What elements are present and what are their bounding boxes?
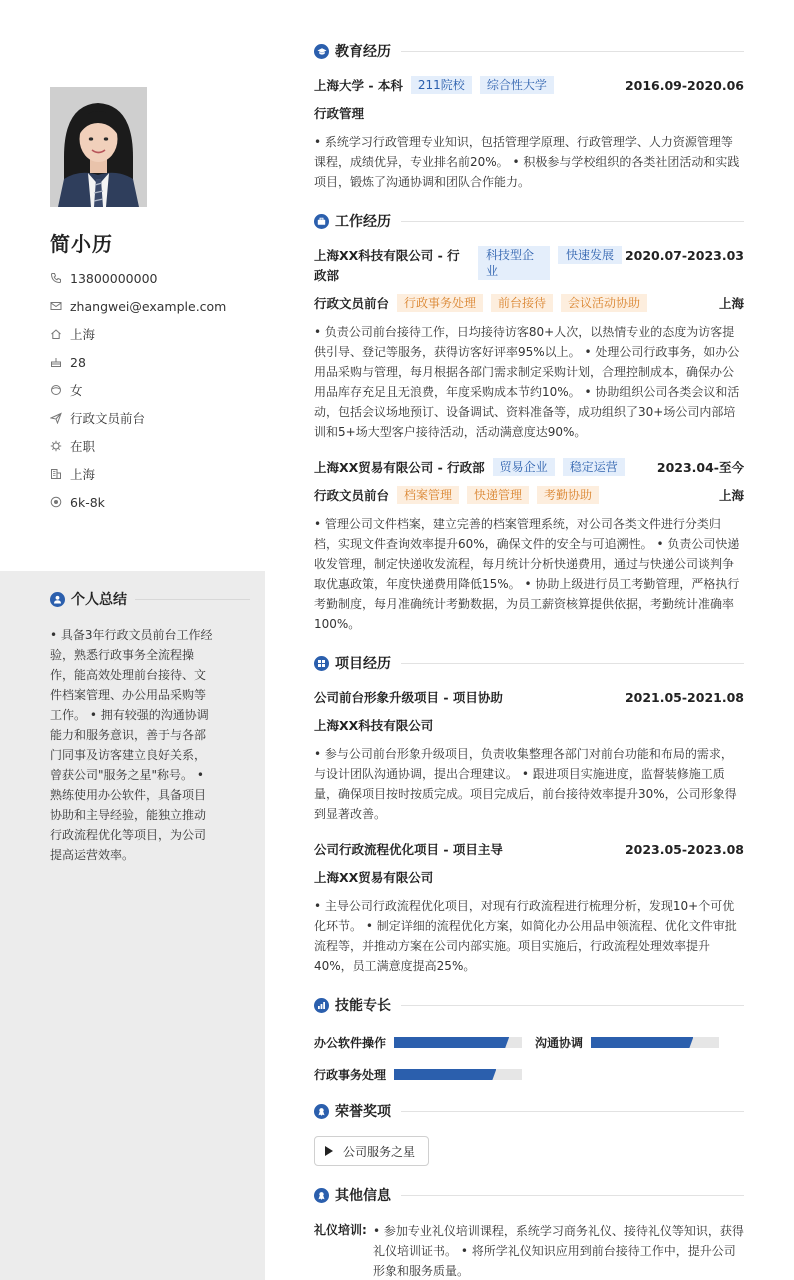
major: 行政管理	[314, 106, 365, 121]
work-item-2-description: • 管理公司文件档案，建立完善的档案管理系统，对公司各类文件进行分类归档，实现文件查询效率提升60%，确保文件的安全与可追溯性。 • 负责公司快递收发管理，制定快递收发流程，每月统计分析快递费用，通过与快递公司谈判争取优惠政策，年度快递费用降低15%。 • 协助上级进行员工考勤管理，严格执行考勤制度，每月准确统计考勤数据，为员工薪资核算提供依据，考勤统计准确率100%。	[314, 517, 740, 631]
other-heading	[314, 1185, 744, 1205]
status-icon	[50, 440, 62, 452]
award-icon	[314, 1104, 329, 1119]
info-position	[50, 404, 250, 432]
work-title: 工作经历	[335, 214, 391, 230]
work-tag: 贸易企业	[493, 458, 555, 476]
skill-name: 行政事务处理	[314, 1068, 387, 1082]
awards-heading	[314, 1101, 744, 1121]
project-date: 2021.05-2021.08	[624, 689, 744, 705]
phone-icon	[50, 272, 62, 284]
school-tag: 211院校	[411, 76, 472, 94]
skills-divider	[401, 1005, 744, 1006]
work-role: 行政文员前台	[314, 296, 390, 311]
skill-name: 沟通协调	[535, 1036, 584, 1050]
other-divider	[401, 1195, 744, 1196]
skill-bar	[394, 1037, 522, 1048]
email-value: zhangwei@example.com	[70, 298, 227, 314]
project-1-description: • 参与公司前台形象升级项目，负责收集整理各部门对前台功能和布局的需求，与设计团队沟通协调，提出合理建议。 • 跟进项目实施进度，监督装修施工质量，确保项目按时按质完成。项目完成后，前台接待效率提升30%，公司形象得到显著改善。	[314, 747, 737, 821]
skill-tag: 考勤协助	[537, 486, 599, 504]
project-date: 2023.05-2023.08	[624, 841, 744, 857]
skill-bar	[394, 1069, 522, 1080]
home-icon	[50, 328, 62, 340]
target-city-value: 上海	[70, 467, 96, 482]
other-title: 其他信息	[335, 1188, 391, 1204]
work-item-1-header	[314, 246, 744, 286]
skills-heading	[314, 995, 744, 1015]
skill-item	[314, 1034, 522, 1051]
education-title: 教育经历	[335, 44, 391, 60]
skill-name: 办公软件操作	[314, 1036, 387, 1050]
summary-heading	[50, 589, 250, 609]
skills-title: 技能专长	[335, 998, 391, 1014]
project-name: 公司前台形象升级项目 - 项目协助	[314, 690, 503, 705]
skill-item	[314, 1066, 522, 1083]
contact-info-list	[50, 264, 250, 516]
summary-divider	[135, 599, 250, 600]
skill-bar-fill	[394, 1069, 496, 1080]
phone-value: 13800000000	[70, 270, 158, 286]
projects-title: 项目经历	[335, 656, 391, 672]
work-divider	[401, 221, 744, 222]
work-company: 上海XX科技有限公司 - 行政部	[314, 248, 460, 283]
skill-tag: 档案管理	[397, 486, 459, 504]
work-tag: 科技型企业	[478, 246, 550, 280]
education-heading	[314, 41, 744, 61]
skill-bar-fill	[591, 1037, 693, 1048]
summary-title: 个人总结	[71, 592, 127, 608]
awards-divider	[401, 1111, 744, 1112]
status-value: 在职	[70, 439, 96, 454]
skill-bar	[591, 1037, 719, 1048]
skill-bar-fill	[394, 1037, 509, 1048]
projects-heading	[314, 653, 744, 673]
info-city	[50, 320, 250, 348]
project-company: 上海XX贸易有限公司	[314, 870, 434, 885]
avatar	[50, 87, 147, 207]
building-icon	[50, 468, 62, 480]
other-text: • 参加专业礼仪培训课程，系统学习商务礼仪、接待礼仪等知识，获得礼仪培训证书。 • 将所学礼仪知识应用到前台接待工作中，提升公司形象和服务质量。	[373, 1224, 744, 1278]
education-divider	[401, 51, 744, 52]
info-target-city	[50, 460, 250, 488]
project-company: 上海XX科技有限公司	[314, 718, 434, 733]
info-gender	[50, 376, 250, 404]
work-company: 上海XX贸易有限公司 - 行政部	[314, 460, 485, 475]
grid-icon	[314, 656, 329, 671]
school-tag: 综合性大学	[480, 76, 554, 94]
work-role: 行政文员前台	[314, 488, 390, 503]
skill-tag: 前台接待	[491, 294, 553, 312]
skill-tag: 行政事务处理	[397, 294, 483, 312]
play-icon	[325, 1146, 333, 1156]
project-2-company-row	[314, 868, 744, 886]
work-item-1-role-row	[314, 294, 744, 312]
work-date: 2023.04-至今	[656, 460, 744, 475]
summary-text: • 具备3年行政文员前台工作经验，熟悉行政事务全流程操作，能高效处理前台接待、文件档案管理、办公用品采购等工作。 • 拥有较强的沟通协调能力和服务意识，善于与各部门同事及访客建立良好关系，曾获公司"服务之星"称号。 • 熟练使用办公软件，具备项目协助和主导经验，能独立推动行政流程优化等项目，为公司提高运营效率。	[50, 628, 213, 862]
project-name: 公司行政流程优化项目 - 项目主导	[314, 842, 503, 857]
skill-item	[535, 1034, 719, 1051]
projects-divider	[401, 663, 744, 664]
briefcase-icon	[314, 214, 329, 229]
project-2-header	[314, 840, 744, 858]
info-age	[50, 348, 250, 376]
work-city: 上海	[718, 296, 744, 311]
info-phone	[50, 264, 250, 292]
mail-icon	[50, 300, 62, 312]
project-1-company-row	[314, 716, 744, 734]
position-value: 行政文员前台	[70, 411, 146, 426]
send-icon	[50, 412, 62, 424]
awards-title: 荣誉奖项	[335, 1104, 391, 1120]
school-name: 上海大学 - 本科	[314, 78, 403, 93]
work-item-1-description: • 负责公司前台接待工作，日均接待访客80+人次，以热情专业的态度为访客提供引导、登记等服务，获得访客好评率95%以上。 • 处理公司行政事务，如办公用品采购与管理，每月根据各部门需求制定采购计划，合理控制成本，确保办公用品库存充足且无浪费，年度采购成本节约10%。 • 协助组织公司各类会议和活动，包括会议场地预订、设备调试、资料准备等，成功组织了30+场公司内部培训和5+场大型客户接待活动，活动满意度达90%。	[314, 325, 740, 439]
coin-icon	[50, 496, 62, 508]
gender-value: 女	[70, 383, 83, 398]
cake-icon	[50, 356, 62, 368]
info-icon	[314, 1188, 329, 1203]
project-2-description: • 主导公司行政流程优化项目，对现有行政流程进行梳理分析，发现10+个可优化环节。 • 制定详细的流程优化方案，如简化办公用品申领流程、优化文件审批流程等，并推动方案在公司内部实施。项目实施后，行政流程处理效率提升40%，员工满意度提高25%。	[314, 899, 737, 973]
work-date: 2020.07-2023.03	[624, 248, 744, 263]
info-status	[50, 432, 250, 460]
work-tag: 快速发展	[558, 246, 622, 264]
skill-tag: 会议活动协助	[561, 294, 647, 312]
gender-icon	[50, 384, 62, 396]
bar-chart-icon	[314, 998, 329, 1013]
salary-value: 6k-8k	[70, 494, 105, 510]
education-description: • 系统学习行政管理专业知识，包括管理学原理、行政管理学、人力资源管理等课程，成绩优异，专业排名前20%。 • 积极参与学校组织的各类社团活动和实践项目，锻炼了沟通协调和团队合作能力。	[314, 135, 740, 189]
work-item-2-role-row	[314, 486, 744, 504]
work-heading	[314, 211, 744, 231]
education-date: 2016.09-2020.06	[624, 77, 744, 93]
work-tag: 稳定运营	[563, 458, 625, 476]
skill-tag: 快递管理	[467, 486, 529, 504]
graduation-cap-icon	[314, 44, 329, 59]
info-email	[50, 292, 250, 320]
education-row	[314, 76, 744, 94]
candidate-name: 简小历	[50, 232, 113, 256]
major-row	[314, 104, 744, 122]
city-value: 上海	[70, 327, 96, 342]
other-label: 礼仪培训:	[314, 1223, 367, 1237]
project-1-header	[314, 688, 744, 706]
award-name: 公司服务之星	[343, 1144, 416, 1159]
work-item-2-header	[314, 458, 744, 476]
user-icon	[50, 592, 65, 607]
age-value: 28	[70, 354, 86, 370]
award-item	[314, 1136, 429, 1166]
info-salary	[50, 488, 250, 516]
work-city: 上海	[718, 488, 744, 503]
